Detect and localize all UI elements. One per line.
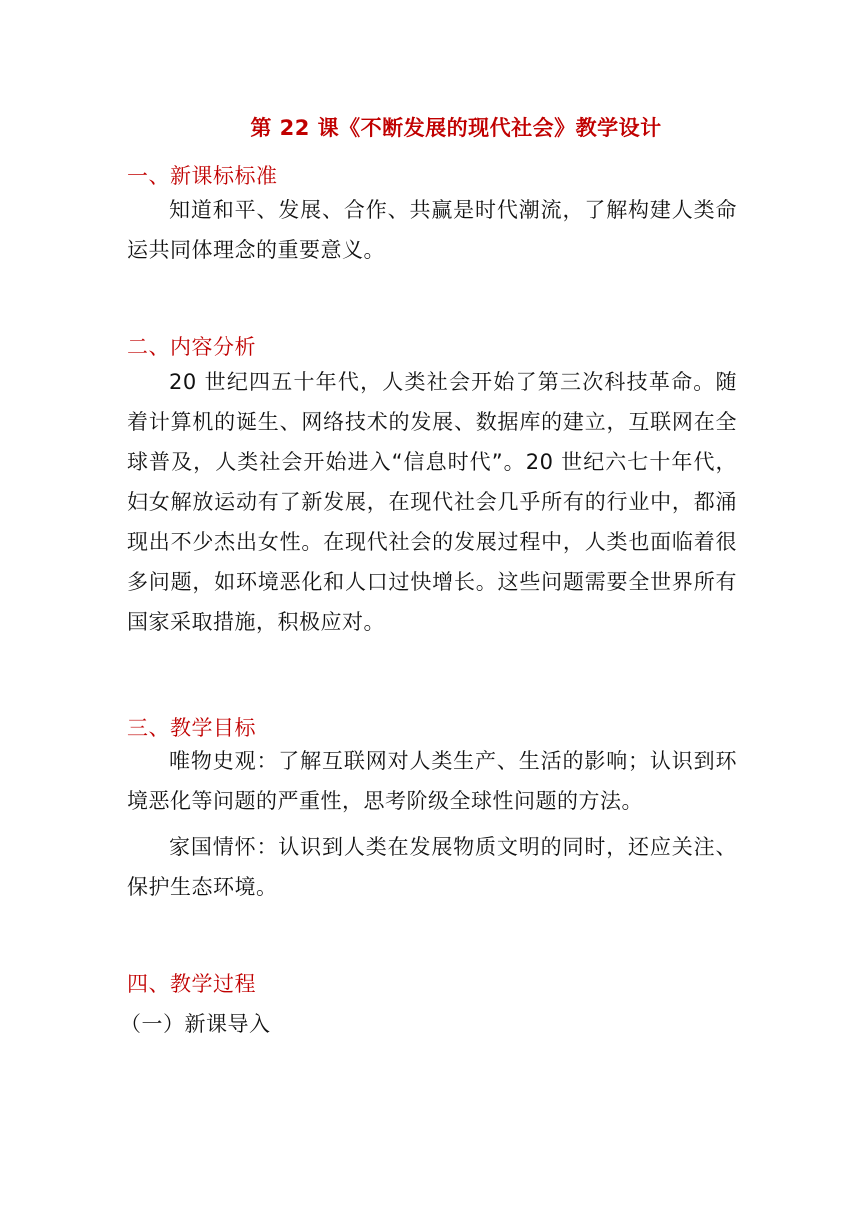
document-title: 第 22 课《不断发展的现代社会》教学设计 bbox=[250, 116, 662, 140]
section-heading-teaching-goals: 三、教学目标 bbox=[127, 716, 256, 740]
standards-paragraph: 知道和平、发展、合作、共赢是时代潮流，了解构建人类命运共同体理念的重要意义。 bbox=[127, 198, 737, 262]
content-analysis-paragraph: 20 世纪四五十年代，人类社会开始了第三次科技革命。随着计算机的诞生、网络技术的发展、数据库的建立，互联网在全球普及，人类社会开始进入“信息时代”。20 世纪六七十年代，妇女解放运动有了新发展，在现代社会几乎所有的行业中，都涌现出不少杰出女性。在现代社会的发展过程中，人类也面临着很多问题，如环境恶化和人口过快增长。这些问题需要全世界所有国家采取措施，积极应对。 bbox=[127, 370, 737, 634]
section-heading-content-analysis: 二、内容分析 bbox=[127, 335, 256, 359]
subsection-heading-introduction: （一）新课导入 bbox=[120, 1012, 271, 1036]
section-heading-standards: 一、新课标标准 bbox=[127, 164, 278, 188]
goal-paragraph-patriotism: 家国情怀：认识到人类在发展物质文明的同时，还应关注、保护生态环境。 bbox=[127, 835, 737, 899]
section-heading-teaching-process: 四、教学过程 bbox=[127, 972, 256, 996]
goal-paragraph-materialism: 唯物史观：了解互联网对人类生产、生活的影响；认识到环境恶化等问题的严重性，思考阶级全球性问题的方法。 bbox=[127, 749, 737, 813]
